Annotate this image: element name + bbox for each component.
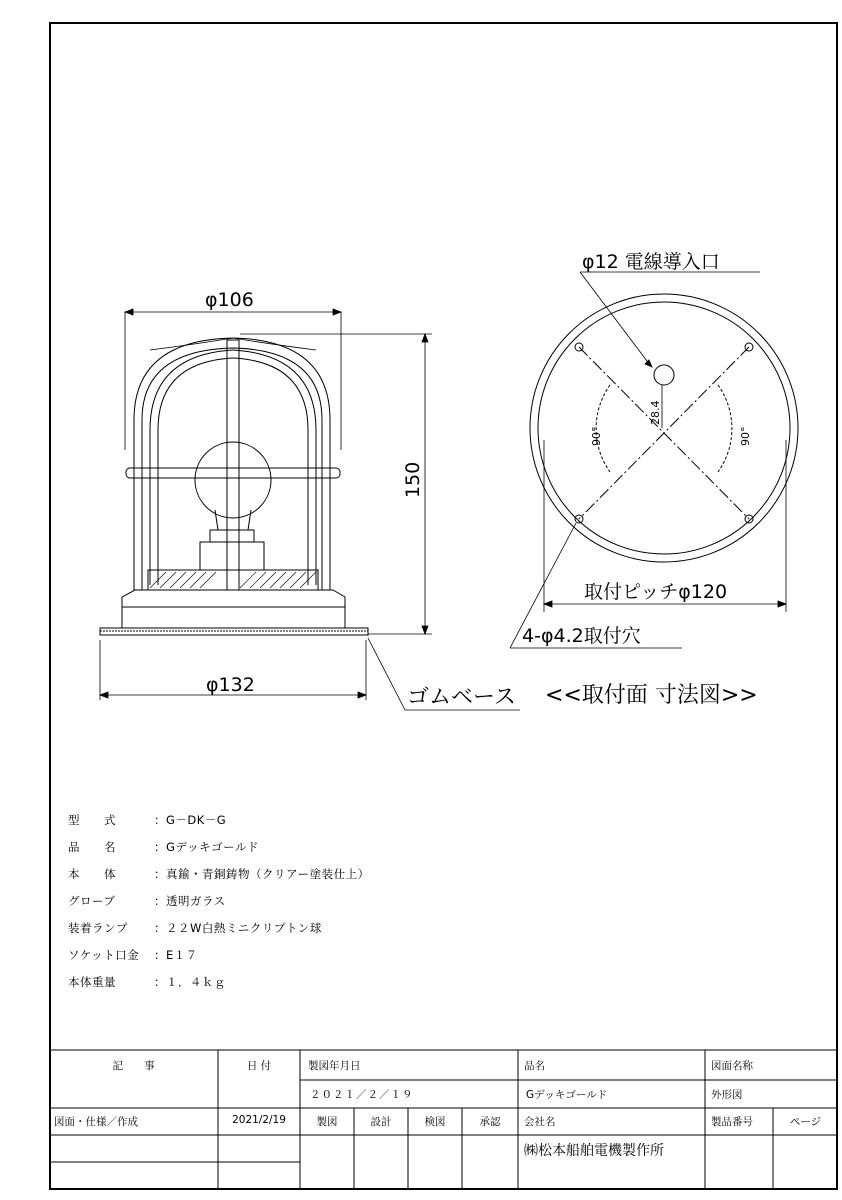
spec-value: ：真鍮・青銅鋳物（クリアー塗装仕上） <box>154 867 370 881</box>
tb-shonin: 承認 <box>479 1116 501 1128</box>
spec-key: ソケット口金 <box>68 948 140 962</box>
tb-kenzu: 検図 <box>424 1116 446 1128</box>
tb-product-no-label: 製品番号 <box>711 1116 753 1128</box>
tb-row-date: 2021/2/19 <box>232 1114 286 1126</box>
spec-value: ：透明ガラス <box>154 894 226 908</box>
tb-company: ㈱松本船舶電機製作所 <box>524 1143 664 1159</box>
spec-key: 本 体 <box>68 867 116 881</box>
tb-zumen-label: 図面名称 <box>711 1060 753 1072</box>
tb-hinmei-label: 品名 <box>524 1060 545 1072</box>
view-title: <<取付面 寸法図>> <box>545 683 758 708</box>
tb-zumen: 外形図 <box>711 1089 743 1101</box>
spec-key: 品 名 <box>68 840 116 854</box>
mounting-face-view <box>530 294 798 562</box>
spec-key: 装着ランプ <box>68 921 128 935</box>
rubber-base-label: ゴムベース <box>407 685 516 710</box>
mount-pitch-label: 取付ピッチφ120 <box>584 581 728 603</box>
mount-holes-label: 4-φ4.2取付穴 <box>522 625 641 647</box>
tb-seizu-date: ２０２１／２／１９ <box>310 1089 414 1101</box>
side-view-dimensions <box>100 309 520 710</box>
dim-top-diameter: φ106 <box>205 289 254 311</box>
tb-seizu: 製図 <box>316 1116 338 1128</box>
tb-sekkei: 設計 <box>370 1116 392 1128</box>
angle-left-label: 90° <box>590 426 603 446</box>
tb-hizuke: 日 付 <box>246 1060 272 1072</box>
tb-company-label: 会社名 <box>524 1116 556 1128</box>
side-view-fixture <box>100 338 368 635</box>
spec-value: ：G－DK－G <box>154 813 227 827</box>
dim-height: 150 <box>402 461 424 498</box>
tb-hinmei: Gデッキゴールド <box>526 1089 608 1101</box>
tb-page-label: ページ <box>789 1116 822 1128</box>
spec-key: 本体重量 <box>68 975 116 989</box>
offset-dim-label: 28.4 <box>649 400 662 425</box>
spec-value: ：１．４ｋｇ <box>154 975 226 989</box>
spec-value: ：Gデッキゴールド <box>154 840 259 854</box>
spec-key: 型 式 <box>68 813 116 827</box>
angle-right-label: 90° <box>739 426 752 446</box>
spec-key: グローブ <box>68 894 116 908</box>
outer-circle <box>530 294 798 562</box>
dim-base-diameter: φ132 <box>206 674 255 696</box>
tb-kiji: 記 事 <box>112 1060 155 1072</box>
wire-inlet-hole <box>654 365 674 385</box>
spec-value: ：２２W白熱ミニクリプトン球 <box>154 921 322 935</box>
spec-value: ：E１７ <box>154 948 198 962</box>
wire-inlet-label: φ12 電線導入口 <box>582 251 720 273</box>
tb-seizu-date-label: 製図年月日 <box>308 1060 361 1072</box>
tb-row-label: 図面・仕様／作成 <box>54 1116 138 1128</box>
